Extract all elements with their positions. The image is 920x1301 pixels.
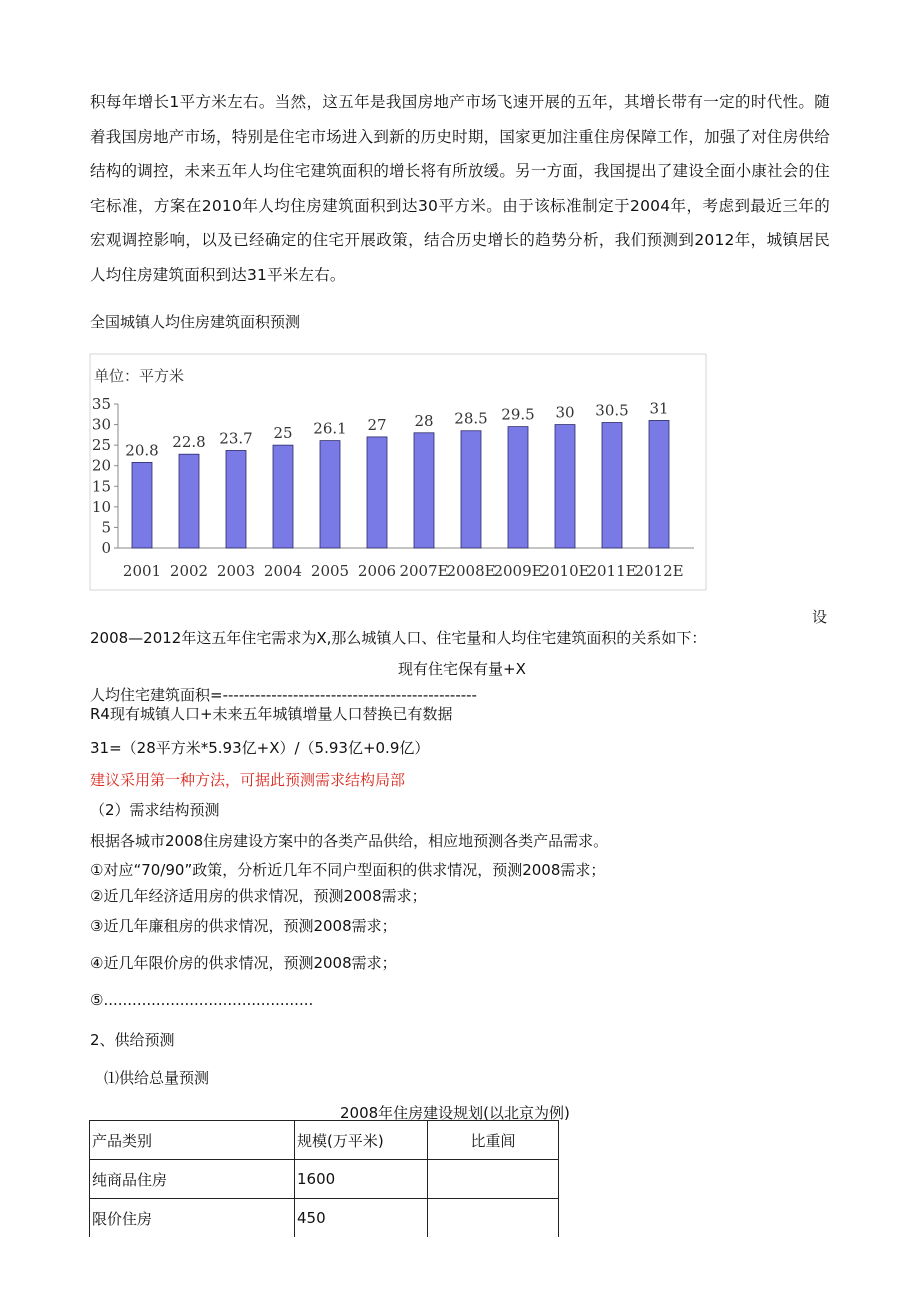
- bar-value-label: 22.8: [172, 433, 206, 452]
- recommendation: 建议采用第一种方法，可据此预测需求结构局部: [90, 771, 406, 789]
- bar: [132, 462, 152, 548]
- bar-value-label: 20.8: [125, 441, 159, 460]
- bar-value-label: 26.1: [313, 419, 347, 438]
- bar: [226, 450, 246, 548]
- y-tick-label: 35: [91, 395, 111, 413]
- section-supply: 2、供给预测: [90, 1031, 175, 1049]
- x-tick-label: 2002: [169, 562, 209, 580]
- equation: 31=（28平方米*5.93亿+X）/（5.93亿+0.9亿）: [90, 739, 430, 757]
- y-tick-label: 20: [91, 456, 111, 475]
- y-tick-label: 25: [91, 436, 111, 455]
- x-tick-label: 2001: [122, 562, 162, 580]
- x-tick-label: 2005: [310, 562, 350, 580]
- y-tick-label: 10: [91, 497, 111, 516]
- y-tick-label: 5: [101, 518, 111, 537]
- intro-paragraph: 积每年增长1平方米左右。当然，这五年是我国房地产市场飞速开展的五年，其增长带有一定的时代性。随着我国房地产市场，特别是住宅市场进入到新的历史时期，国家更加注重住房保障工作，加强了对住房供给结构的调控，未来五年人均住宅建筑面积的增长将有所放缓。另一方面，我国提出了建设全面小康社会的住宅标准，方案在2010年人均住房建筑面积到达30平方米。由于该标准制定于2004年，考虑到最近三年的宏观调控影响，以及已经确定的住宅开展政策，结合历史增长的趋势分析，我们预测到2012年，城镇居民人均住房建筑面积到达31平米左右。: [90, 93, 830, 284]
- bar: [508, 427, 528, 548]
- x-tick-label: 2006: [357, 562, 397, 580]
- cell-scale: 450: [295, 1199, 428, 1238]
- x-tick-label: 2010E: [540, 562, 590, 580]
- cell-proportion: [428, 1160, 559, 1199]
- fraction-denominator: R4现有城镇人口+未来五年城镇增量人口替换已有数据: [90, 705, 453, 723]
- bar-value-label: 29.5: [501, 405, 535, 424]
- header-scale: 规模(万平米): [295, 1121, 428, 1160]
- bar: [602, 423, 622, 548]
- bar-value-label: 30: [555, 403, 575, 422]
- chart-caption: 全国城镇人均住房建筑面积预测: [90, 313, 301, 331]
- section-demand-structure: （2）需求结构预测: [90, 801, 220, 819]
- fraction-dashes: -----------------------------------------------: [222, 686, 477, 704]
- bar-value-label: 25: [273, 424, 293, 443]
- cell-scale: 1600: [295, 1160, 428, 1199]
- fraction-label: 人均住宅建筑面积=: [90, 686, 223, 704]
- table-row: [90, 1160, 559, 1199]
- x-tick-label: 2012E: [634, 562, 684, 580]
- bar-value-label: 27: [367, 415, 387, 434]
- bar-value-label: 30.5: [595, 401, 629, 420]
- bar: [320, 441, 340, 548]
- list-item-1: ①对应“70/90”政策，分析近几年不同户型面积的供求情况，预测2008需求；: [90, 861, 606, 879]
- bar-value-label: 28: [414, 411, 434, 430]
- chart-unit-label: 单位：平方米: [94, 367, 185, 385]
- bar: [414, 433, 434, 548]
- y-tick-label: 30: [91, 415, 111, 434]
- x-tick-label: 2008E: [446, 562, 496, 580]
- x-tick-label: 2011E: [587, 562, 637, 580]
- bar-chart: [88, 352, 708, 592]
- bar: [367, 437, 387, 548]
- list-item-5: ⑤............................................: [90, 991, 314, 1009]
- bar-value-label: 28.5: [454, 409, 488, 428]
- x-axis-labels: [123, 562, 684, 580]
- table-title: 2008年住房建设规划(以北京为例): [340, 1104, 570, 1122]
- bar: [555, 425, 575, 548]
- list-item-2: ②近几年经济适用房的供求情况，预测2008需求；: [90, 887, 427, 905]
- list-item-4: ④近几年限价房的供求情况，预测2008需求；: [90, 954, 397, 972]
- cell-product: 限价住房: [90, 1199, 295, 1238]
- bar: [273, 445, 293, 548]
- x-tick-label: 2007E: [399, 562, 449, 580]
- she-char: 设: [812, 608, 828, 626]
- table-row: [90, 1199, 559, 1238]
- bar: [649, 420, 669, 548]
- bar-value-label: 31: [649, 399, 669, 418]
- table-header-row: [90, 1121, 559, 1160]
- demand-line: 2008—2012年这五年住宅需求为X,那么城镇人口、住宅量和人均住宅建筑面积的关系如下：: [90, 629, 707, 647]
- fraction-numerator: 现有住宅保有量+X: [398, 660, 526, 678]
- cell-product: 纯商品住房: [90, 1160, 295, 1199]
- x-tick-label: 2004: [263, 562, 303, 580]
- header-product-type: 产品类别: [90, 1121, 295, 1160]
- basis-line: 根据各城市2008住房建设方案中的各类产品供给，相应地预测各类产品需求。: [90, 832, 609, 850]
- x-tick-label: 2009E: [493, 562, 543, 580]
- list-item-3: ③近几年廉租房的供求情况，预测2008需求；: [90, 917, 397, 935]
- bar: [179, 454, 199, 548]
- bar-value-label: 23.7: [219, 429, 253, 448]
- y-tick-label: 0: [101, 539, 111, 557]
- x-tick-label: 2003: [216, 562, 256, 580]
- cell-proportion: [428, 1199, 559, 1238]
- subsection-supply-total: ⑴供给总量预测: [104, 1069, 210, 1087]
- supply-plan-table: [89, 1120, 559, 1237]
- header-proportion: 比重闾: [428, 1121, 559, 1160]
- fraction-line: [90, 685, 477, 705]
- bar: [461, 431, 481, 548]
- y-tick-label: 15: [91, 477, 111, 496]
